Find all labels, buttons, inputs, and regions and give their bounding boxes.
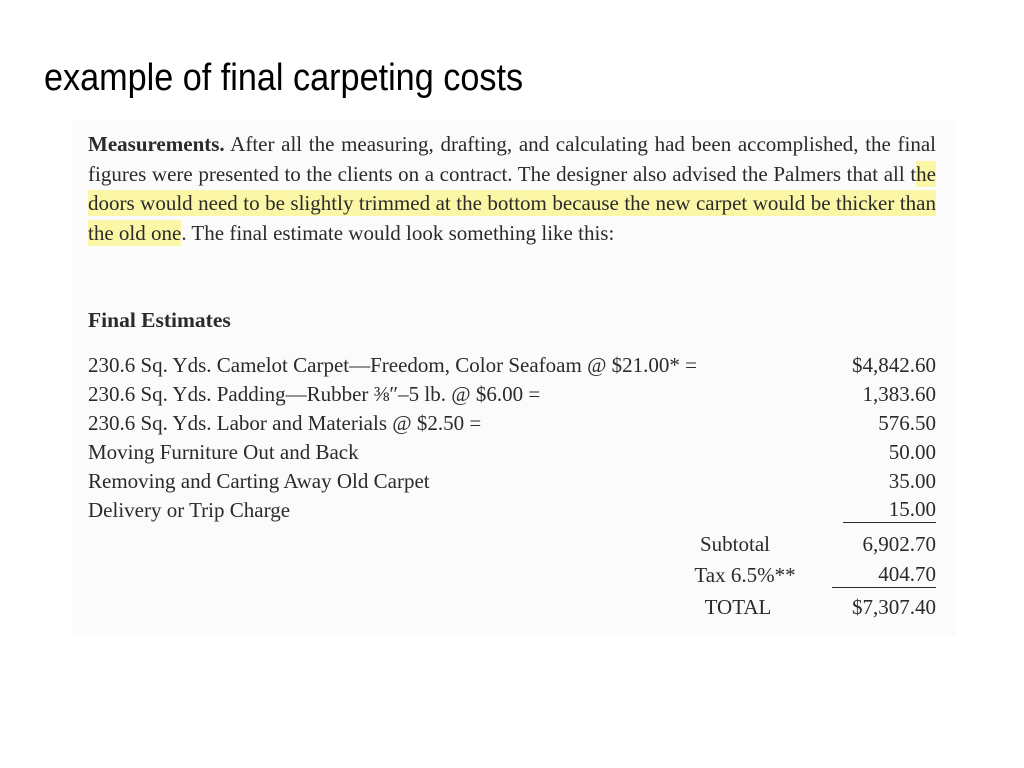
total-label: TOTAL bbox=[704, 595, 772, 619]
measurements-paragraph bbox=[88, 130, 936, 248]
estimate-description: 230.6 Sq. Yds. Camelot Carpet—Freedom, Color Seafoam @ $21.00* = bbox=[88, 353, 697, 377]
estimate-row bbox=[88, 380, 936, 409]
estimate-row bbox=[88, 409, 936, 438]
estimate-row bbox=[88, 467, 936, 496]
highlighted-text: he doors would need to be slightly trimmed at the bottom because the new carpet would be thicker than the old one bbox=[88, 161, 936, 245]
total-amount: $7,307.40 bbox=[852, 595, 936, 619]
estimate-description: Delivery or Trip Charge bbox=[88, 498, 291, 522]
estimate-row bbox=[88, 496, 936, 525]
tax-amount: 404.70 bbox=[832, 561, 936, 588]
subtotal-amount: 6,902.70 bbox=[862, 532, 936, 556]
paragraph-text: After all the measuring, drafting, and calculating had been accomplished, the final figures were presented to the clients on a contract. The designer also advised the Palmers that all t bbox=[88, 132, 936, 186]
estimate-description: Removing and Carting Away Old Carpet bbox=[88, 469, 430, 493]
estimate-row bbox=[88, 351, 936, 380]
estimate-description: 230.6 Sq. Yds. Labor and Materials @ $2.50 = bbox=[88, 411, 482, 435]
tax-label: Tax 6.5%** bbox=[694, 563, 796, 587]
estimate-amount: 50.00 bbox=[888, 440, 936, 464]
estimate-amount: 1,383.60 bbox=[862, 382, 936, 406]
estimate-description: 230.6 Sq. Yds. Padding—Rubber ⅜″–5 lb. @ $6.00 = bbox=[88, 382, 541, 406]
estimate-amount: 576.50 bbox=[878, 411, 936, 435]
estimate-amount: $4,842.60 bbox=[852, 353, 936, 377]
estimate-amount: 35.00 bbox=[888, 469, 936, 493]
total-row bbox=[88, 593, 936, 622]
estimate-row bbox=[88, 438, 936, 467]
subtotal-label: Subtotal bbox=[699, 532, 770, 556]
tax-row bbox=[88, 561, 936, 590]
estimates-heading: Final Estimates bbox=[88, 308, 231, 332]
estimate-description: Moving Furniture Out and Back bbox=[88, 440, 359, 464]
estimate-amount: 15.00 bbox=[843, 496, 936, 523]
paragraph-text-end: . The final estimate would look something like this: bbox=[181, 220, 615, 245]
slide-title: example of final carpeting costs bbox=[44, 57, 524, 99]
paragraph-lead: Measurements. bbox=[88, 132, 225, 156]
subtotal-row bbox=[88, 530, 936, 559]
